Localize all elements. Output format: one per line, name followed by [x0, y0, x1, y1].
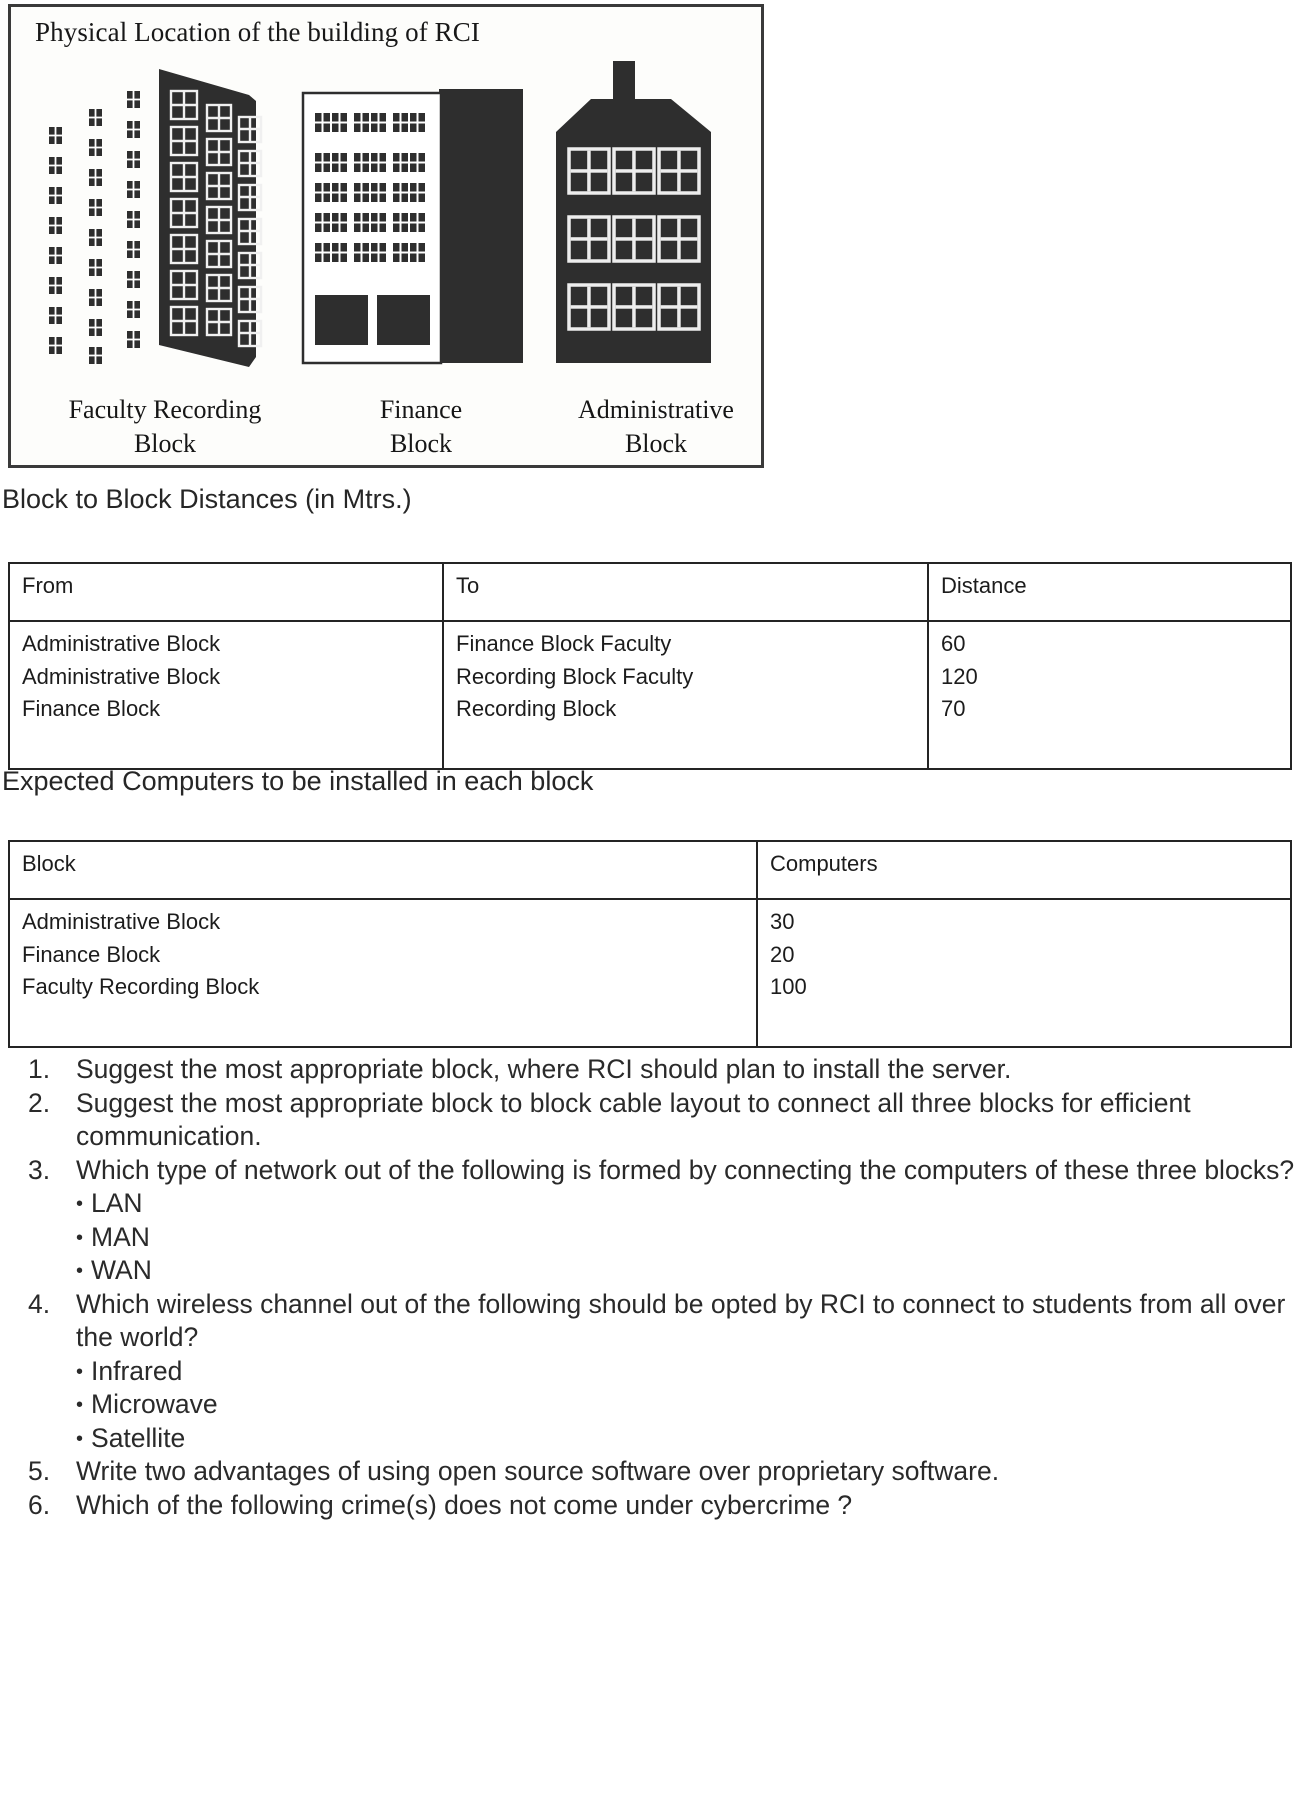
question-options [76, 1187, 1296, 1288]
cell-distance-values [928, 621, 1291, 769]
cell-line: 60 [941, 631, 966, 656]
option-label: Satellite [91, 1422, 186, 1453]
option-label: Infrared [91, 1355, 183, 1386]
caption-faculty-recording-block [25, 393, 305, 462]
buildings-illustration [11, 57, 761, 377]
block-distances-caption: Block to Block Distances (in Mtrs.) [2, 484, 412, 514]
option-item [76, 1254, 1296, 1288]
option-label: WAN [91, 1255, 152, 1286]
cell-line: Administrative Block [22, 631, 221, 656]
question-number: 3. [28, 1154, 51, 1185]
option-item [76, 1221, 1296, 1255]
question-text: Which wireless channel out of the following should be opted by RCI to connect to students from all over the world? [76, 1288, 1286, 1353]
figure-title: Physical Location of the building of RCI [35, 17, 480, 47]
cell-line: Faculty Recording Block [22, 974, 260, 1000]
column-header-from: From [9, 563, 443, 621]
column-header-computers: Computers [757, 841, 1291, 899]
cell-from-values [9, 621, 443, 769]
expected-computers-caption: Expected Computers to be installed in each block [2, 766, 594, 796]
caption-finance-block [341, 393, 501, 462]
list-item [0, 1288, 1296, 1456]
option-item [76, 1388, 1296, 1422]
question-number: 4. [28, 1288, 51, 1319]
question-text: Write two advantages of using open source software over proprietary software. [76, 1456, 1000, 1487]
cell-line: 20 [770, 941, 795, 967]
column-header-distance: Distance [928, 563, 1291, 621]
column-header-block: Block [9, 841, 757, 899]
bullet-icon: • [76, 1226, 84, 1249]
table-row [9, 899, 1291, 1047]
option-label: LAN [91, 1188, 143, 1219]
physical-location-figure [8, 4, 764, 468]
cell-line: 100 [770, 974, 807, 1000]
bullet-icon: • [76, 1193, 84, 1216]
administrative-block-graphic [556, 61, 711, 363]
cell-line: Recording Block [456, 696, 617, 722]
questions-list [0, 1053, 1296, 1522]
option-item [76, 1187, 1296, 1221]
caption-line-1: Faculty Recording [68, 395, 262, 424]
cell-line: 30 [770, 909, 795, 934]
cell-line: 120 [941, 663, 978, 689]
table-header-row [9, 841, 1291, 899]
cell-line: Recording Block Faculty [456, 663, 694, 689]
column-header-to: To [443, 563, 928, 621]
cell-computers-values [757, 899, 1291, 1047]
block-distances-table [8, 562, 1292, 770]
list-item [0, 1087, 1296, 1154]
question-text: Which type of network out of the following is formed by connecting the computers of these three blocks? [76, 1154, 1295, 1185]
cell-line: Administrative Block [22, 663, 221, 689]
option-label: Microwave [91, 1389, 218, 1420]
question-text: Suggest the most appropriate block to block cable layout to connect all three blocks for efficient communication. [76, 1087, 1191, 1152]
caption-line-2: Block [389, 429, 453, 459]
list-item [0, 1154, 1296, 1288]
caption-line-1: Finance [379, 395, 463, 424]
question-options [76, 1355, 1296, 1456]
question-number: 6. [28, 1489, 51, 1520]
bullet-icon: • [76, 1427, 84, 1450]
question-number: 1. [28, 1054, 51, 1084]
list-item [0, 1489, 1296, 1523]
option-item [76, 1355, 1296, 1389]
expected-computers-table [8, 840, 1292, 1048]
bullet-icon: • [76, 1260, 84, 1283]
option-item [76, 1422, 1296, 1456]
question-number: 2. [28, 1087, 51, 1118]
option-label: MAN [91, 1221, 150, 1252]
table-header-row [9, 563, 1291, 621]
bullet-icon: • [76, 1394, 84, 1417]
cell-line: Finance Block [22, 941, 161, 967]
table-row [9, 621, 1291, 769]
faculty-recording-block-graphic [49, 69, 261, 367]
bullet-icon: • [76, 1360, 84, 1383]
question-text: Suggest the most appropriate block, where RCI should plan to install the server. [76, 1054, 1012, 1084]
cell-line: Finance Block [22, 696, 161, 722]
question-text: Which of the following crime(s) does not come under cybercrime ? [76, 1489, 853, 1520]
cell-line: 70 [941, 696, 966, 722]
caption-line-2: Block [624, 429, 688, 459]
cell-line: Administrative Block [22, 909, 221, 934]
caption-line-2: Block [133, 429, 197, 459]
caption-administrative-block [531, 393, 781, 462]
caption-line-1: Administrative [578, 395, 734, 424]
cell-to-values [443, 621, 928, 769]
list-item [0, 1053, 1296, 1087]
finance-block-graphic [303, 89, 523, 363]
cell-block-values [9, 899, 757, 1047]
question-number: 5. [28, 1456, 51, 1487]
cell-line: Finance Block Faculty [456, 631, 672, 656]
list-item [0, 1455, 1296, 1489]
